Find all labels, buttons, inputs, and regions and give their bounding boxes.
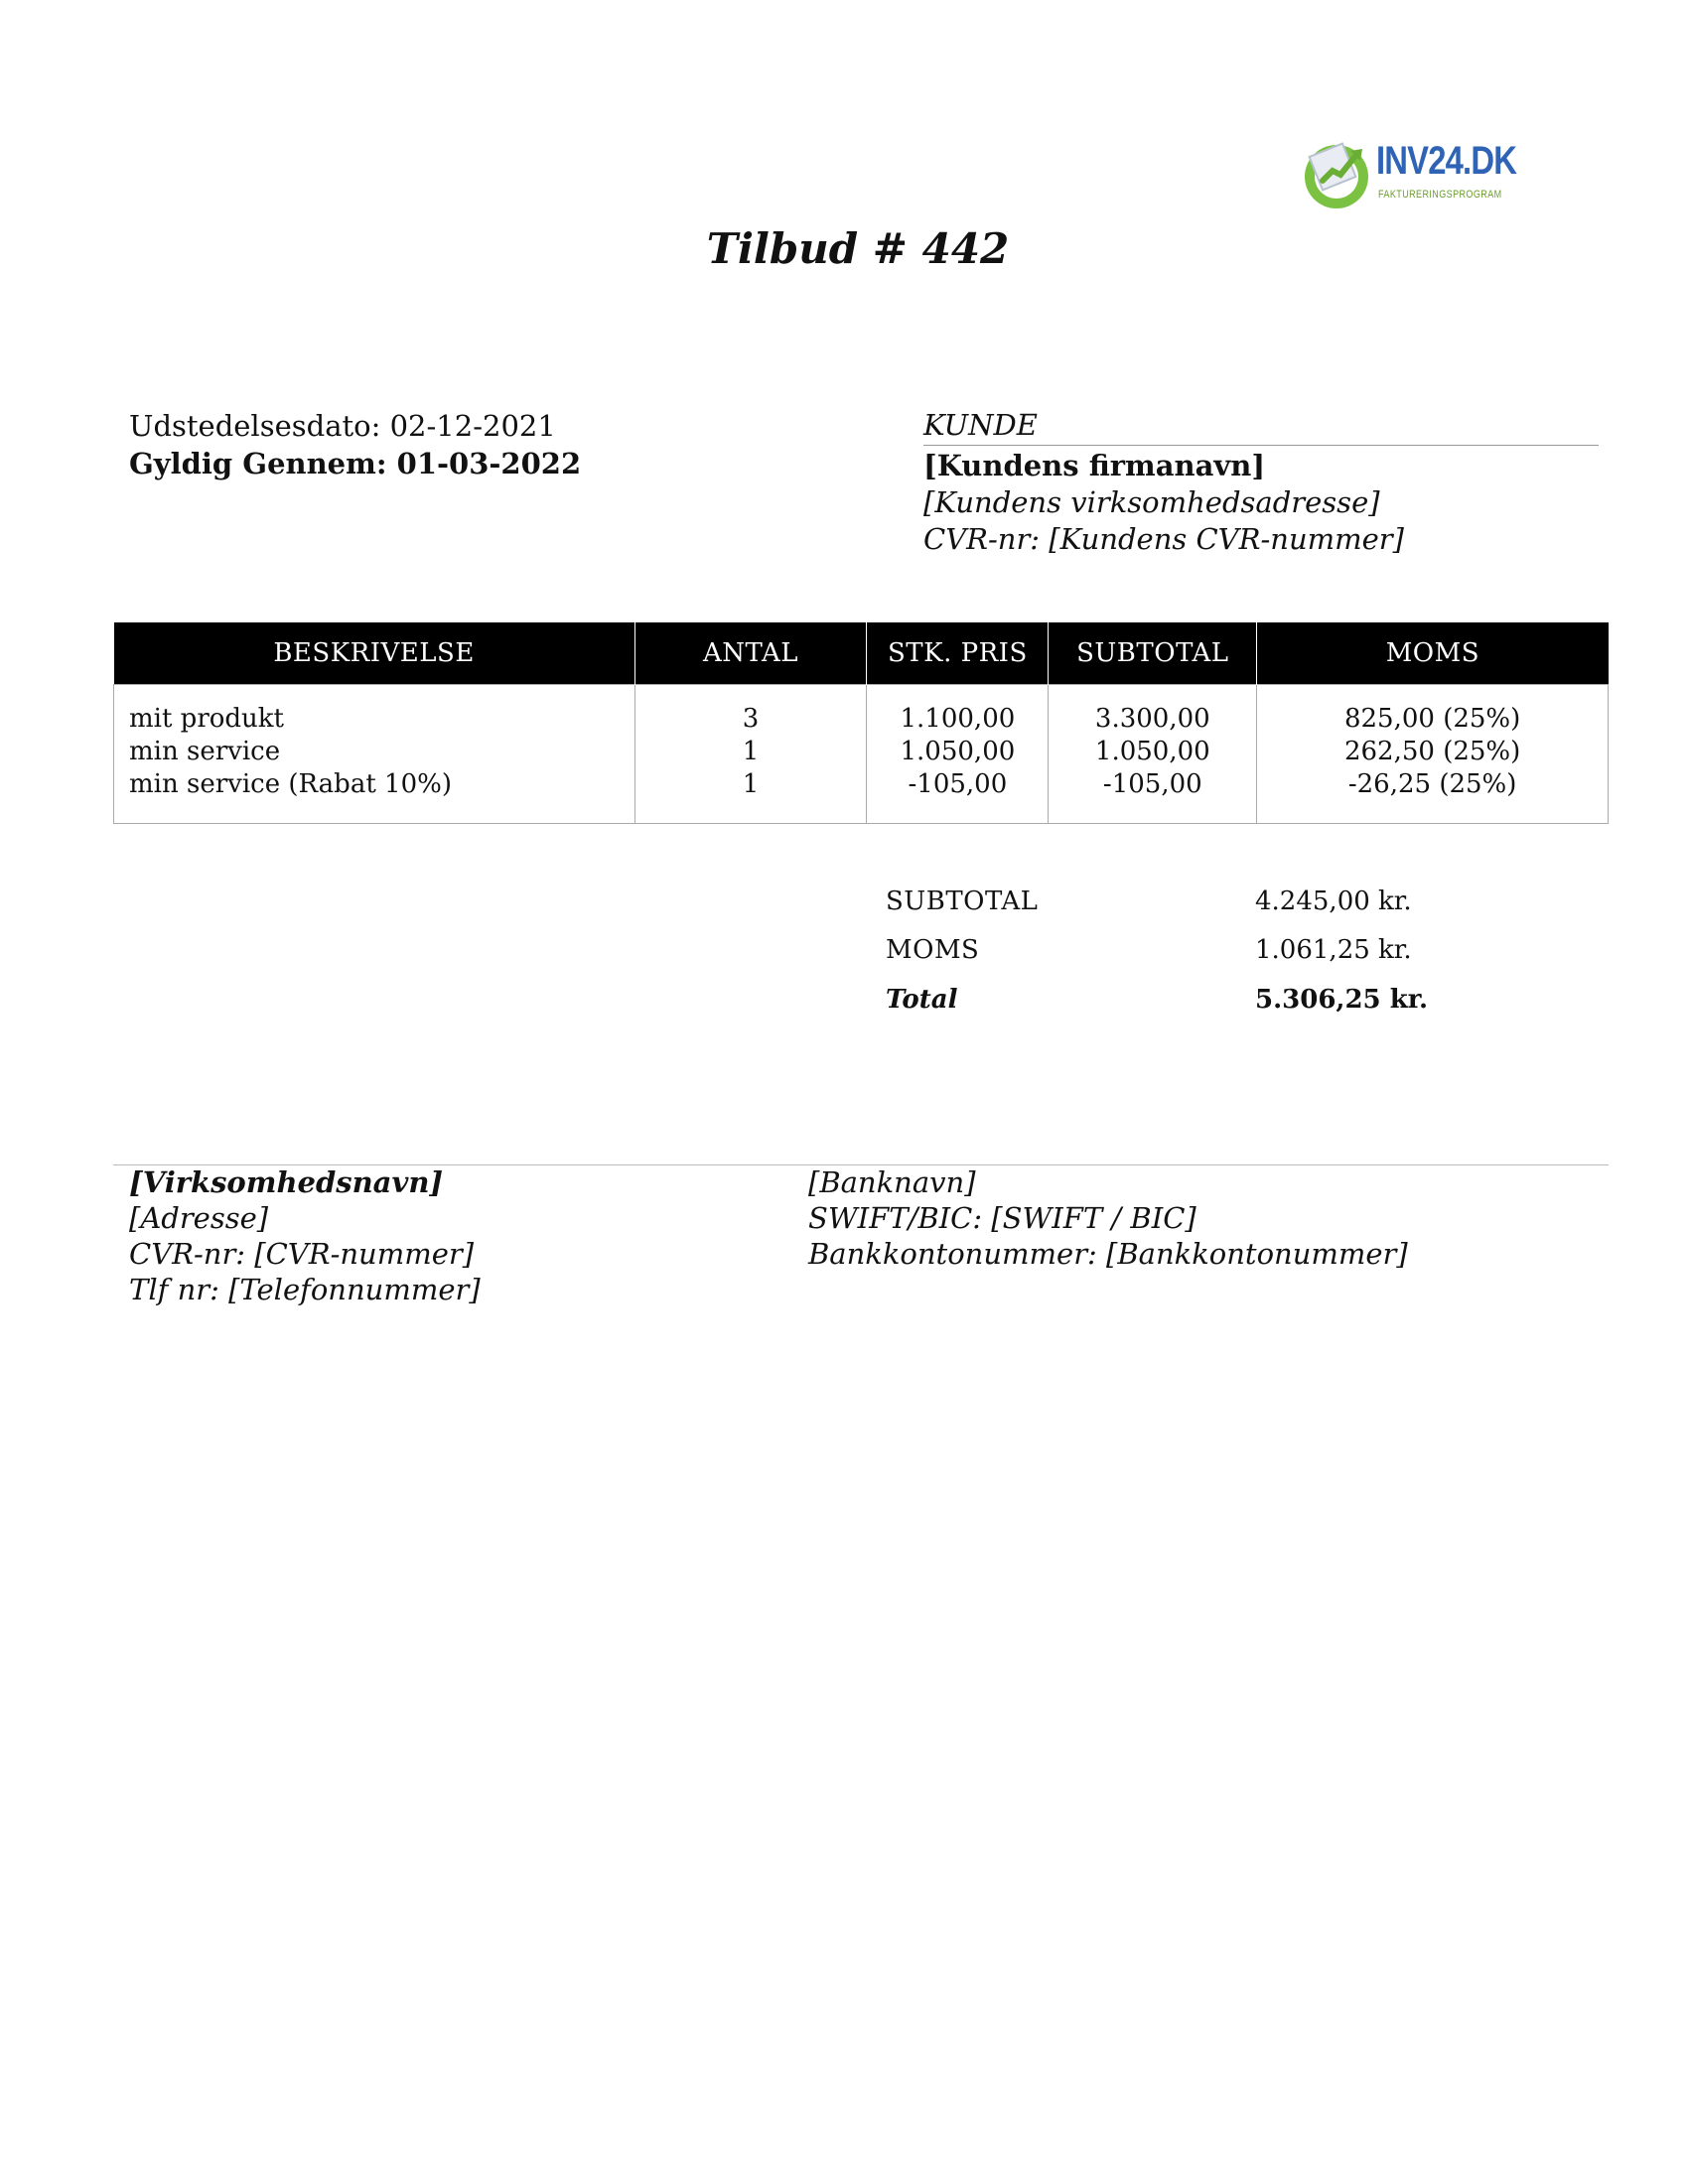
- item-unit-price: 1.050,00: [900, 737, 1016, 766]
- vat-cell: [1257, 685, 1609, 824]
- subtotal-value: 4.245,00 kr.: [1255, 887, 1412, 916]
- company-address: [Adresse]: [129, 1201, 269, 1235]
- issue-date-label: Udstedelsesdato:: [129, 409, 381, 443]
- item-vat: 262,50 (25%): [1343, 737, 1521, 766]
- item-description: min service: [129, 737, 281, 766]
- item-unit-price: -105,00: [908, 769, 1008, 799]
- column-header-quantity: ANTAL: [634, 622, 867, 685]
- item-description: mit produkt: [129, 704, 284, 734]
- bank-name: [Banknavn]: [808, 1165, 976, 1199]
- logo-text: INV24.DK: [1376, 139, 1517, 183]
- item-vat: 825,00 (25%): [1343, 704, 1521, 734]
- vat-value: 1.061,25 kr.: [1255, 935, 1412, 965]
- document-dates: [129, 407, 581, 482]
- valid-until-label: Gyldig Gennem:: [129, 447, 387, 480]
- item-quantity: 1: [742, 737, 760, 766]
- issue-date-value: 02-12-2021: [389, 409, 556, 443]
- item-subtotal: 3.300,00: [1094, 704, 1210, 734]
- customer-label: KUNDE: [923, 407, 1599, 446]
- item-subtotal: -105,00: [1102, 769, 1202, 799]
- company-info: [129, 1164, 481, 1307]
- unit-price-cell: [867, 685, 1049, 824]
- bank-account: Bankkontonummer: [Bankkontonummer]: [808, 1237, 1408, 1271]
- company-logo: [1301, 137, 1517, 212]
- subtotal-label: SUBTOTAL: [886, 887, 1039, 916]
- customer-address: [Kundens virksomhedsadresse]: [923, 485, 1380, 519]
- valid-until: [129, 445, 581, 482]
- item-vat: -26,25 (25%): [1347, 769, 1517, 799]
- bank-info: [808, 1164, 1408, 1272]
- column-header-description: BESKRIVELSE: [114, 622, 635, 685]
- logo-subtitle: FAKTURERINGSPROGRAM: [1378, 189, 1502, 201]
- company-phone: Tlf nr: [Telefonnummer]: [129, 1273, 481, 1306]
- total-value: 5.306,25 kr.: [1255, 985, 1429, 1015]
- quantity-cell: [634, 685, 867, 824]
- table-header-row: [114, 622, 1609, 685]
- customer-company: [Kundens firmanavn]: [923, 449, 1266, 482]
- item-description: min service (Rabat 10%): [129, 769, 452, 799]
- description-cell: [114, 685, 635, 824]
- issue-date: [129, 407, 581, 445]
- bank-swift: SWIFT/BIC: [SWIFT / BIC]: [808, 1201, 1196, 1235]
- column-header-subtotal: SUBTOTAL: [1049, 622, 1257, 685]
- customer-block: [923, 407, 1599, 558]
- customer-cvr: CVR-nr: [Kundens CVR-nummer]: [923, 522, 1404, 556]
- item-subtotal: 1.050,00: [1094, 737, 1210, 766]
- item-unit-price: 1.100,00: [900, 704, 1016, 734]
- vat-label: MOMS: [886, 935, 980, 965]
- item-quantity: 1: [742, 769, 760, 799]
- company-name: [Virksomhedsnavn]: [129, 1165, 444, 1199]
- line-items-table: [113, 622, 1609, 824]
- item-quantity: 3: [742, 704, 760, 734]
- subtotal-cell: [1049, 685, 1257, 824]
- total-label: Total: [886, 985, 958, 1015]
- logo-badge-icon: [1301, 137, 1376, 212]
- document-title: Tilbud # 442: [706, 224, 1010, 273]
- valid-until-value: 01-03-2022: [396, 447, 582, 480]
- column-header-unit-price: STK. PRIS: [867, 622, 1049, 685]
- column-header-vat: MOMS: [1257, 622, 1609, 685]
- company-cvr: CVR-nr: [CVR-nummer]: [129, 1237, 475, 1271]
- table-row: [114, 685, 1609, 824]
